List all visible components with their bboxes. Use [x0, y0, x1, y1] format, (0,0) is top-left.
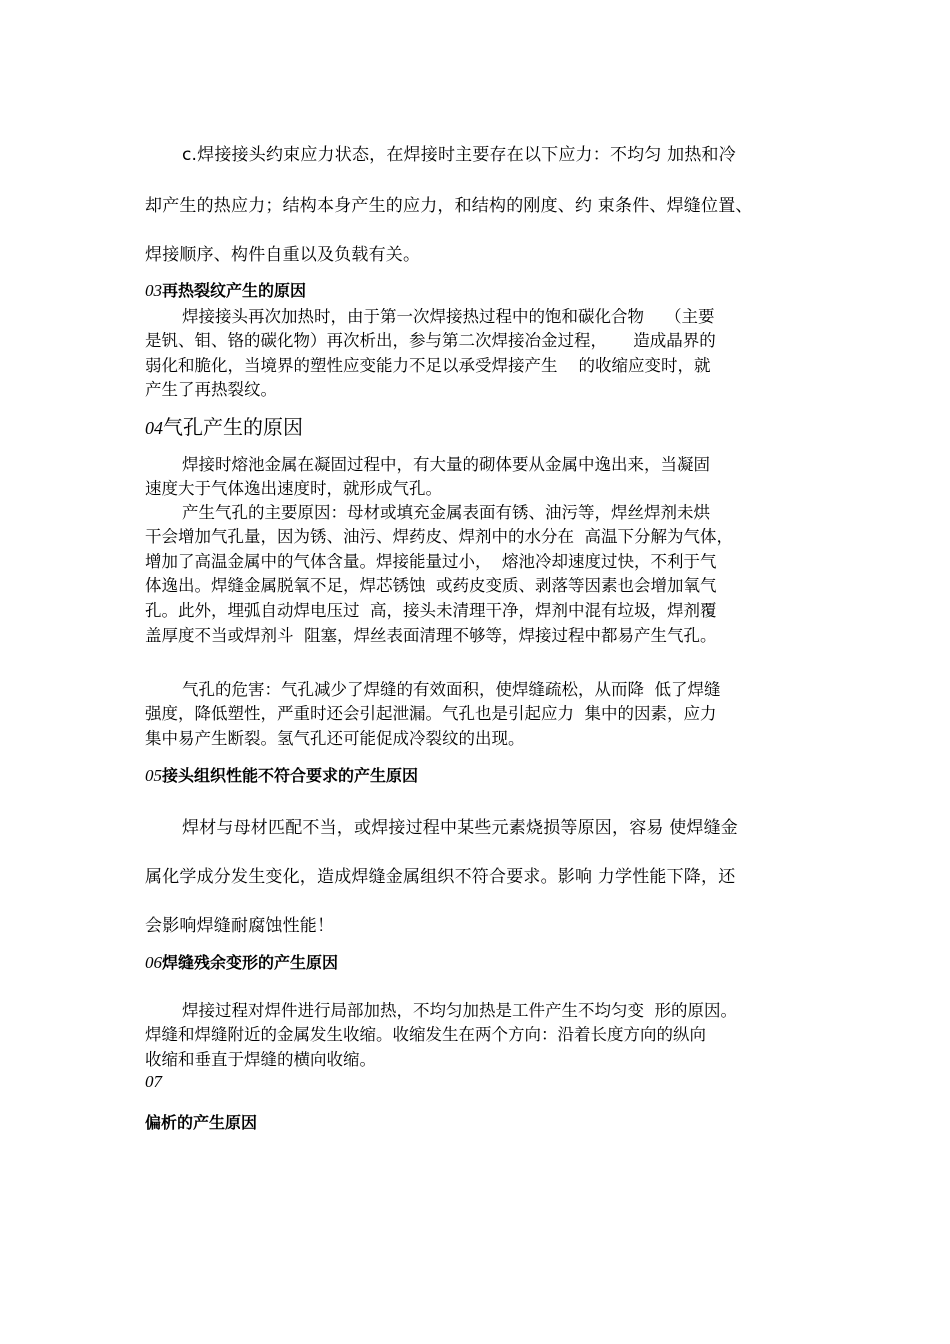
paragraph-line: 强度，降低塑性，严重时还会引起泄漏。气孔也是引起应力 集中的因素，应力 — [145, 704, 717, 723]
section-heading-05 — [145, 763, 418, 786]
section-heading-07: 偏析的产生原因 — [145, 1113, 258, 1132]
paragraph-line: 焊接顺序、构件自重以及负载有关。 — [145, 245, 421, 265]
section-number: 05 — [145, 766, 162, 785]
paragraph-line: 集中易产生断裂。氢气孔还可能促成冷裂纹的出现。 — [145, 729, 525, 748]
paragraph-line: 体逸出。焊缝金属脱氧不足，焊芯锈蚀 或药皮变质、剥落等因素也会增加氧气 — [145, 576, 717, 595]
paragraph-line: 却产生的热应力；结构本身产生的应力，和结构的刚度、约 束条件、焊缝位置、 — [145, 196, 753, 216]
section-heading-04 — [145, 411, 303, 440]
paragraph-line: 干会增加气孔量，因为锈、油污、焊药皮、焊剂中的水分在 高温下分解为气体， — [145, 527, 733, 546]
section-heading-06 — [145, 950, 338, 973]
paragraph-line: 收缩和垂直于焊缝的横向收缩。 — [145, 1050, 376, 1069]
paragraph-line: 是钒、钼、铬的碳化物）再次析出，参与第二次焊接冶金过程， 造成晶界的 — [145, 331, 716, 350]
section-title: 焊缝残余变形的产生原因 — [162, 953, 339, 972]
paragraph-line: 弱化和脆化，当境界的塑性应变能力不足以承受焊接产生 的收缩应变时，就 — [145, 356, 711, 375]
section-title: 再热裂纹产生的原因 — [162, 281, 307, 300]
paragraph-line: 焊接过程对焊件进行局部加热，不均匀加热是工件产生不均匀变 形的原因。 — [182, 1001, 737, 1020]
paragraph-line: 气孔的危害：气孔减少了焊缝的有效面积，使焊缝疏松，从而降 低了焊缝 — [182, 680, 721, 699]
paragraph-line: 产生了再热裂纹。 — [145, 380, 277, 399]
section-number: 06 — [145, 953, 162, 972]
section-heading-03 — [145, 278, 306, 301]
section-number: 03 — [145, 281, 162, 300]
paragraph-line: 孔。此外，埋弧自动焊电压过 高，接头未清理干净，焊剂中混有垃圾，焊剂覆 — [145, 601, 717, 620]
paragraph-line: 焊缝和焊缝附近的金属发生收缩。收缩发生在两个方向：沿着长度方向的纵向 — [145, 1025, 706, 1044]
paragraph-line: 焊接时熔池金属在凝固过程中，有大量的砌体要从金属中逸出来，当凝固 — [182, 455, 710, 474]
section-number: 04 — [145, 418, 163, 438]
section-number-07: 07 — [145, 1072, 162, 1091]
paragraph-line: 属化学成分发生变化，造成焊缝金属组织不符合要求。影响 力学性能下降，还 — [145, 867, 736, 887]
paragraph-line: c.焊接接头约束应力状态，在焊接时主要存在以下应力：不均匀 加热和冷 — [182, 145, 736, 165]
paragraph-line: 焊接接头再次加热时，由于第一次焊接热过程中的饱和碳化合物 （主要 — [182, 307, 715, 326]
paragraph-line: 增加了高温金属中的气体含量。焊接能量过小， 熔池冷却速度过快，不利于气 — [145, 552, 717, 571]
paragraph-line: 盖厚度不当或焊剂斗 阻塞，焊丝表面清理不够等，焊接过程中都易产生气孔。 — [145, 626, 717, 645]
paragraph-line: 速度大于气体逸出速度时，就形成气孔。 — [145, 479, 442, 498]
section-title: 气孔产生的原因 — [163, 415, 303, 439]
section-title: 接头组织性能不符合要求的产生原因 — [162, 766, 419, 785]
paragraph-line: 焊材与母材匹配不当，或焊接过程中某些元素烧损等原因，容易 使焊缝金 — [182, 818, 739, 838]
paragraph-line: 产生气孔的主要原因：母材或填充金属表面有锈、油污等，焊丝焊剂未烘 — [182, 503, 710, 522]
paragraph-line: 会影响焊缝耐腐蚀性能！ — [145, 916, 335, 936]
